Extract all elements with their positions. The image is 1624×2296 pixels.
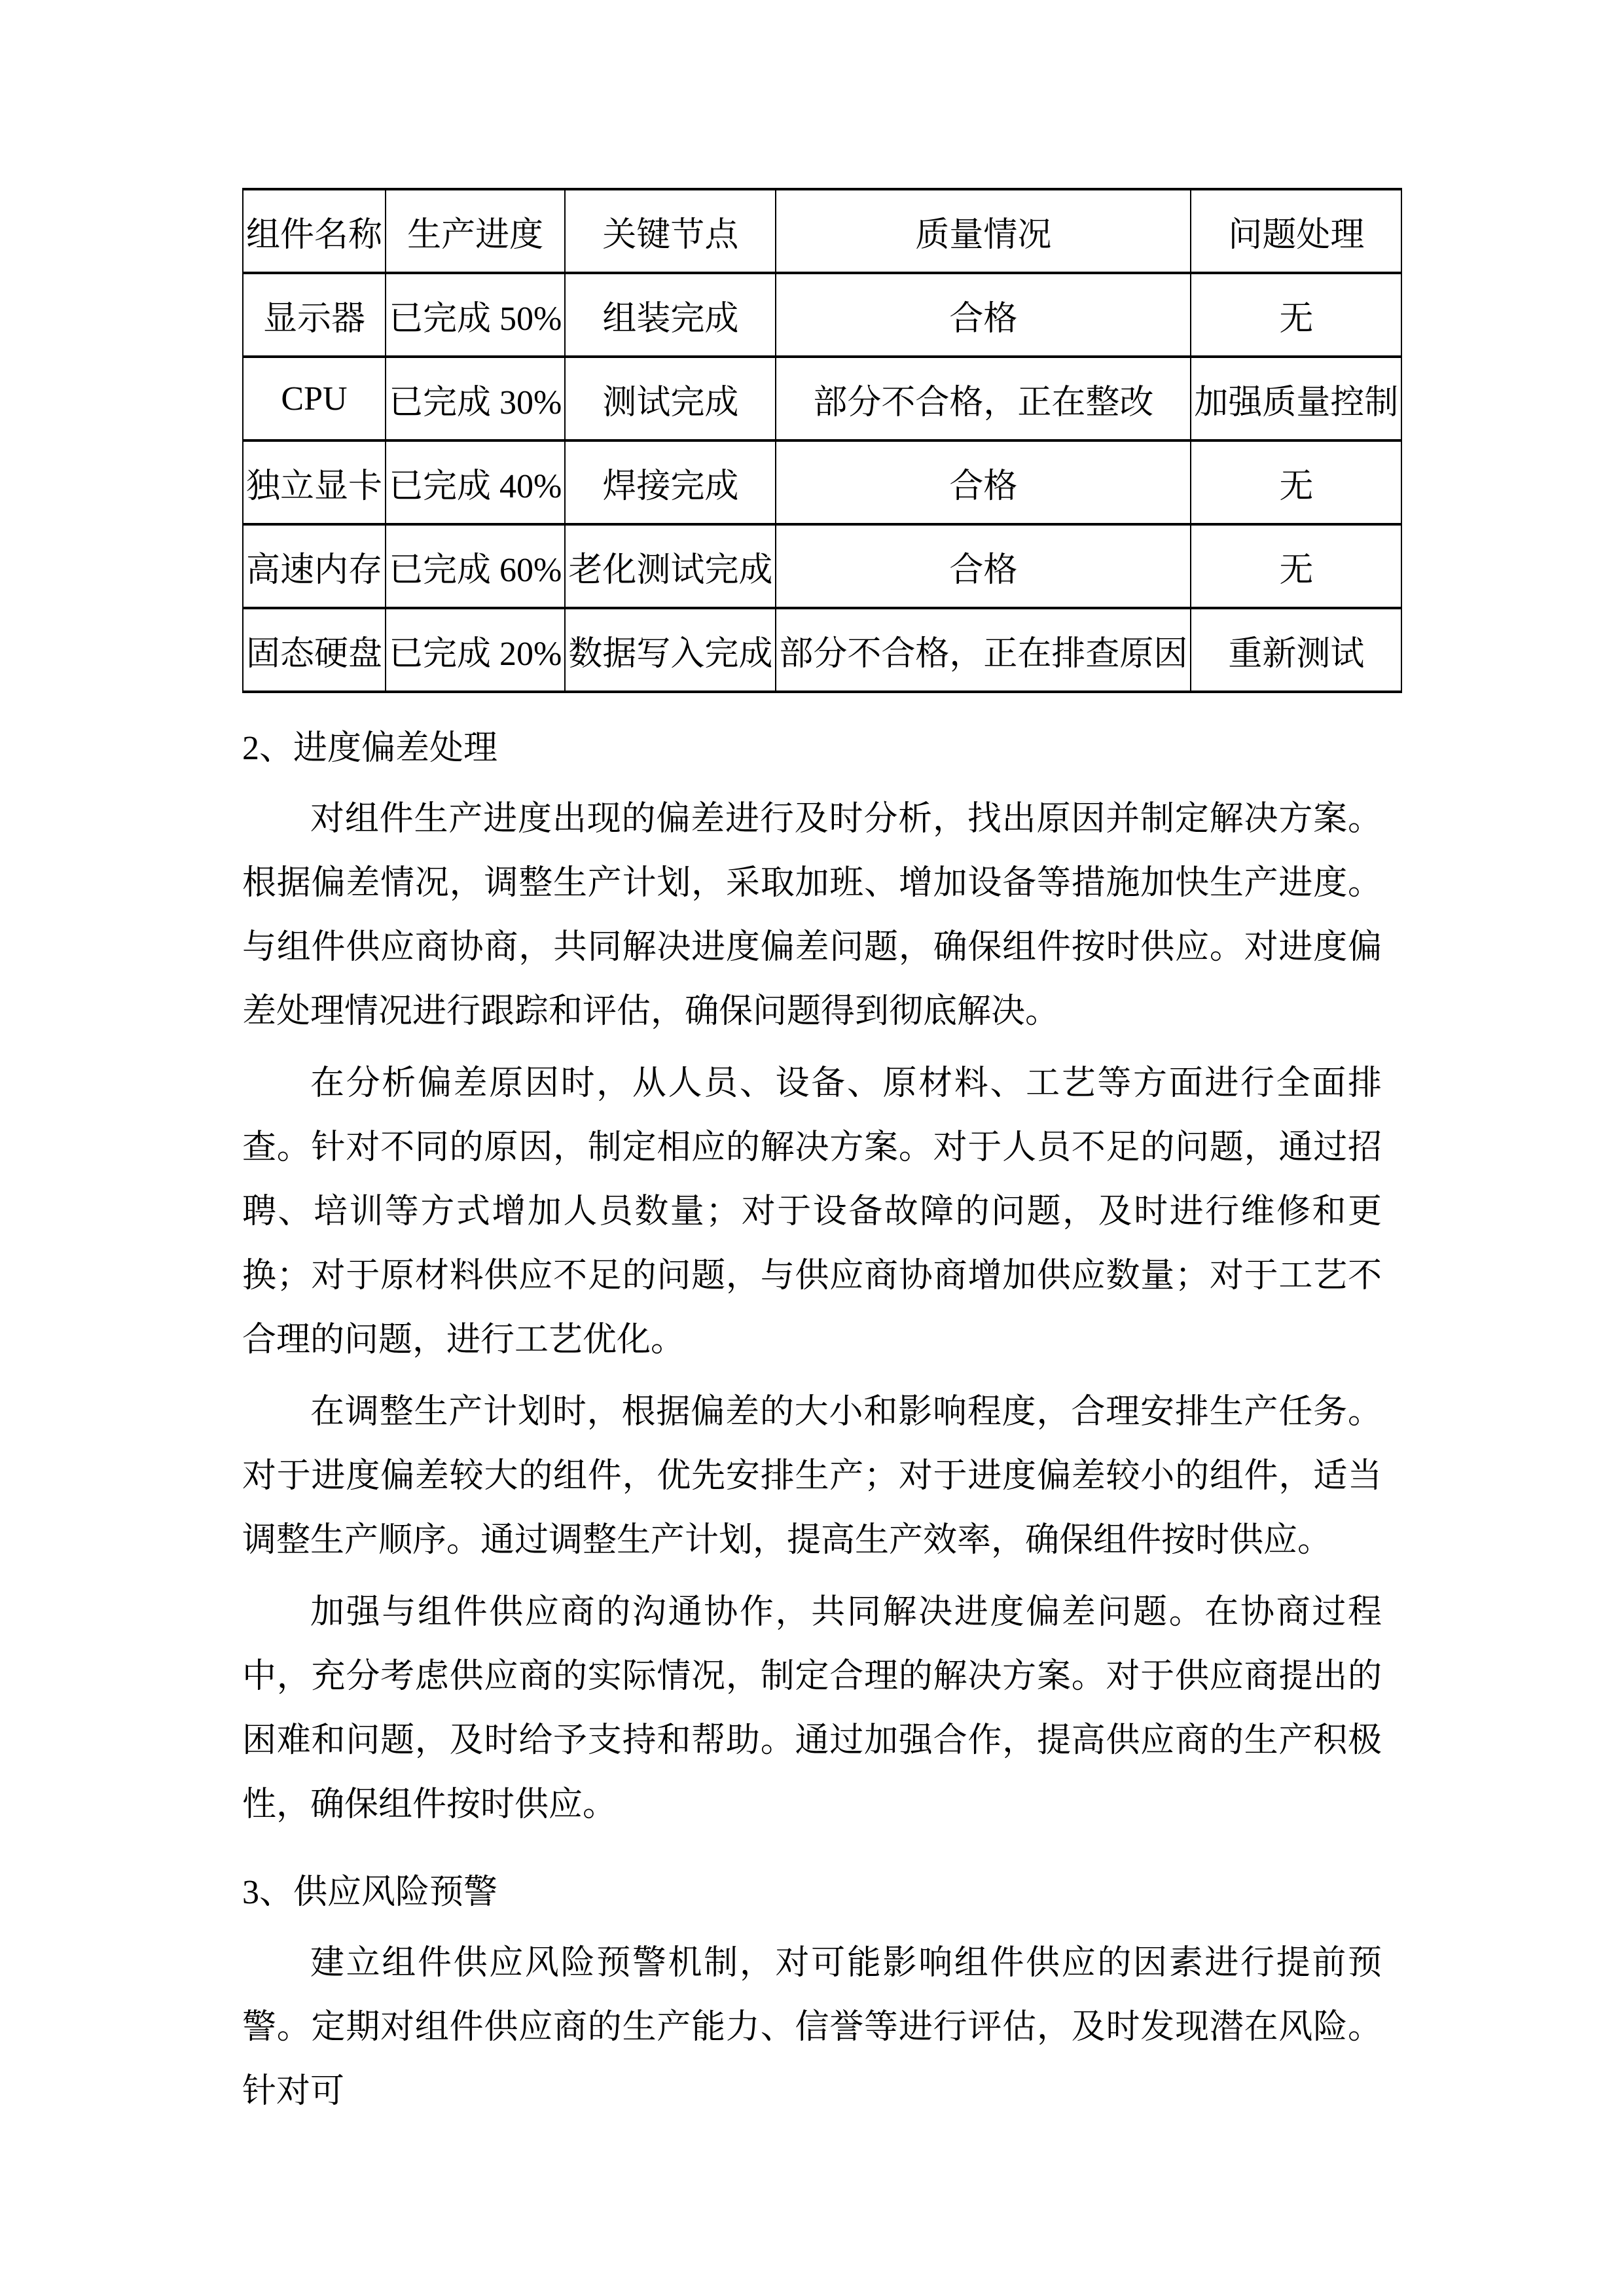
- table-cell: 测试完成: [565, 357, 776, 440]
- table-cell: 部分不合格，正在排查原因: [776, 608, 1191, 692]
- paragraph: 加强与组件供应商的沟通协作，共同解决进度偏差问题。在协商过程中，充分考虑供应商的实际情况，制定合理的解决方案。对于供应商提出的困难和问题，及时给予支持和帮助。通过加强合作，提高供应商的生产积极性，确保组件按时供应。: [242, 1594, 1382, 1823]
- table-cell: 已完成 50%: [386, 273, 565, 357]
- header-cell-issue-handling: 问题处理: [1191, 189, 1401, 273]
- header-cell-key-milestone: 关键节点: [565, 189, 776, 273]
- table-cell: 重新测试: [1191, 608, 1401, 692]
- table-cell: 无: [1191, 524, 1401, 608]
- header-cell-quality-status: 质量情况: [776, 189, 1191, 273]
- table-header-row: [243, 189, 1401, 273]
- section-heading-progress-deviation: 2、进度偏差处理: [242, 730, 498, 767]
- table-row: [243, 608, 1401, 692]
- table-cell: 组装完成: [565, 273, 776, 357]
- table-cell: 合格: [776, 524, 1191, 608]
- table-row: [243, 524, 1401, 608]
- table-cell: 已完成 40%: [386, 440, 565, 524]
- table-cell: 高速内存: [243, 524, 386, 608]
- table-cell: 加强质量控制: [1191, 357, 1401, 440]
- table-cell: 显示器: [243, 273, 386, 357]
- table-cell: 合格: [776, 440, 1191, 524]
- table-row: [243, 273, 1401, 357]
- table-cell: CPU: [243, 357, 386, 440]
- paragraph: 在调整生产计划时，根据偏差的大小和影响程度，合理安排生产任务。对于进度偏差较大的组件，优先安排生产；对于进度偏差较小的组件，适当调整生产顺序。通过调整生产计划，提高生产效率，确保组件按时供应。: [242, 1393, 1382, 1559]
- header-cell-production-progress: 生产进度: [386, 189, 565, 273]
- table-cell: 无: [1191, 273, 1401, 357]
- table-cell: 已完成 20%: [386, 608, 565, 692]
- table-cell: 数据写入完成: [565, 608, 776, 692]
- table-cell: 焊接完成: [565, 440, 776, 524]
- section-heading-supply-risk-warning: 3、供应风险预警: [242, 1874, 498, 1911]
- table-cell: 已完成 60%: [386, 524, 565, 608]
- table-cell: 固态硬盘: [243, 608, 386, 692]
- paragraph: 对组件生产进度出现的偏差进行及时分析，找出原因并制定解决方案。根据偏差情况，调整生产计划，采取加班、增加设备等措施加快生产进度。与组件供应商协商，共同解决进度偏差问题，确保组件按时供应。对进度偏差处理情况进行跟踪和评估，确保问题得到彻底解决。: [242, 800, 1382, 1030]
- paragraph: 建立组件供应风险预警机制，对可能影响组件供应的因素进行提前预警。定期对组件供应商的生产能力、信誉等进行评估，及时发现潜在风险。针对可: [242, 1945, 1382, 2110]
- table-cell: 独立显卡: [243, 440, 386, 524]
- table-cell: 合格: [776, 273, 1191, 357]
- header-cell-component-name: 组件名称: [243, 189, 386, 273]
- table-row: [243, 440, 1401, 524]
- table-cell: 部分不合格，正在整改: [776, 357, 1191, 440]
- table-cell: 已完成 30%: [386, 357, 565, 440]
- paragraph: 在分析偏差原因时，从人员、设备、原材料、工艺等方面进行全面排查。针对不同的原因，制定相应的解决方案。对于人员不足的问题，通过招聘、培训等方式增加人员数量；对于设备故障的问题，及时进行维修和更换；对于原材料供应不足的问题，与供应商协商增加供应数量；对于工艺不合理的问题，进行工艺优化。: [242, 1065, 1382, 1359]
- table-row: [243, 357, 1401, 440]
- component-production-table: [242, 188, 1402, 693]
- table-cell: 老化测试完成: [565, 524, 776, 608]
- table-cell: 无: [1191, 440, 1401, 524]
